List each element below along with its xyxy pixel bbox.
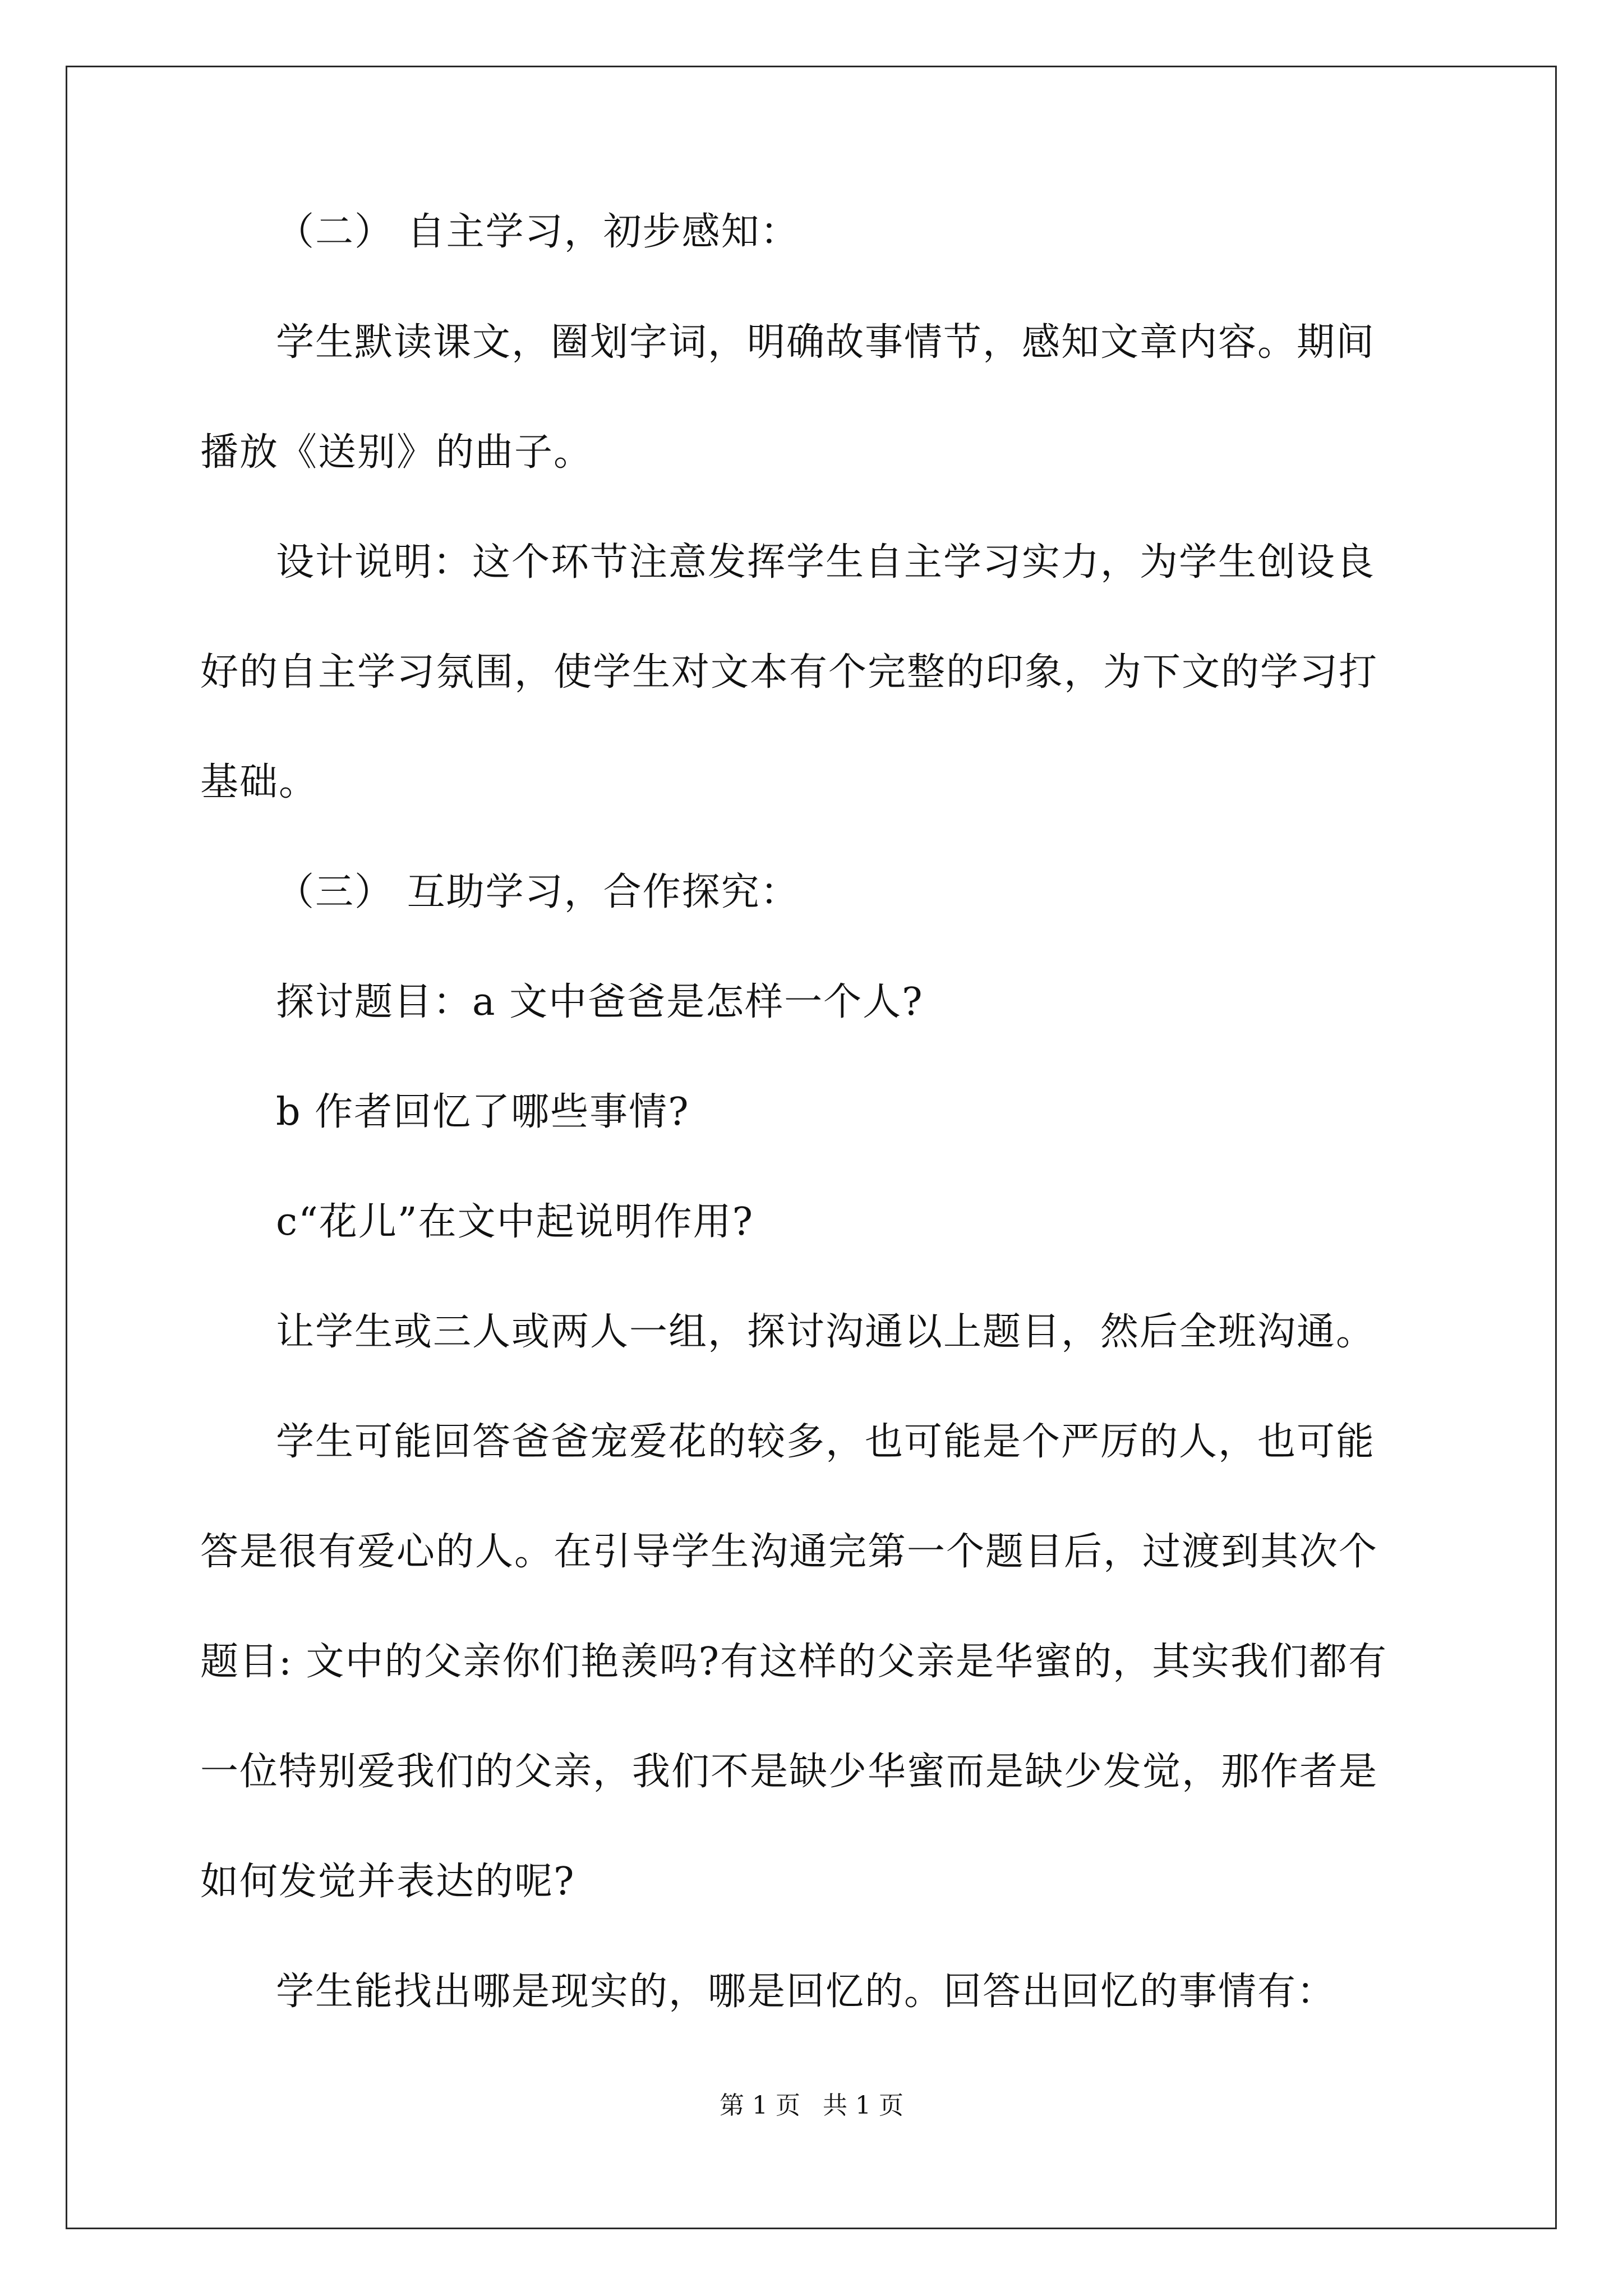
paragraph-line: b 作者回忆了哪些事情? bbox=[276, 1090, 690, 1134]
paragraph-line: 学生能找出哪是现实的，哪是回忆的。回答出回忆的事情有： bbox=[276, 1970, 1336, 2014]
page-footer bbox=[0, 2089, 1623, 2123]
paragraph-line: 好的自主学习氛围，使学生对文本有个完整的印象，为下文的学习打 bbox=[200, 650, 1378, 694]
paragraph-line: 答是很有爱心的人。在引导学生沟通完第一个题目后，过渡到其次个 bbox=[200, 1530, 1378, 1574]
paragraph-line: 设计说明：这个环节注意发挥学生自主学习实力，为学生创设良 bbox=[276, 540, 1376, 585]
page-number: 第 1 页 bbox=[720, 2091, 800, 2120]
paragraph-line: 一位特别爱我们的父亲，我们不是缺少华蜜而是缺少发觉，那作者是 bbox=[200, 1750, 1378, 1794]
paragraph-line: 播放《送别》的曲子。 bbox=[200, 430, 593, 475]
paragraph-line: c“花儿”在文中起说明作用? bbox=[276, 1200, 754, 1244]
paragraph-line: 基础。 bbox=[200, 760, 319, 804]
paragraph-line: 如何发觉并表达的呢? bbox=[200, 1860, 575, 1904]
section-heading-2: （二） 自主学习，初步感知： bbox=[276, 210, 800, 254]
section-heading-3: （三） 互助学习，合作探究： bbox=[276, 870, 800, 914]
paragraph-line: 探讨题目：a 文中爸爸是怎样一个人? bbox=[276, 980, 924, 1024]
paragraph-line: 学生可能回答爸爸宠爱花的较多，也可能是个严厉的人，也可能 bbox=[276, 1420, 1376, 1464]
page-total: 共 1 页 bbox=[823, 2091, 903, 2120]
paragraph-line: 学生默读课文，圈划字词，明确故事情节，感知文章内容。期间 bbox=[276, 320, 1376, 365]
paragraph-line: 题目: 文中的父亲你们艳羡吗?有这样的父亲是华蜜的，其实我们都有 bbox=[200, 1640, 1387, 1684]
paragraph-line: 让学生或三人或两人一组，探讨沟通以上题目，然后全班沟通。 bbox=[276, 1310, 1376, 1354]
